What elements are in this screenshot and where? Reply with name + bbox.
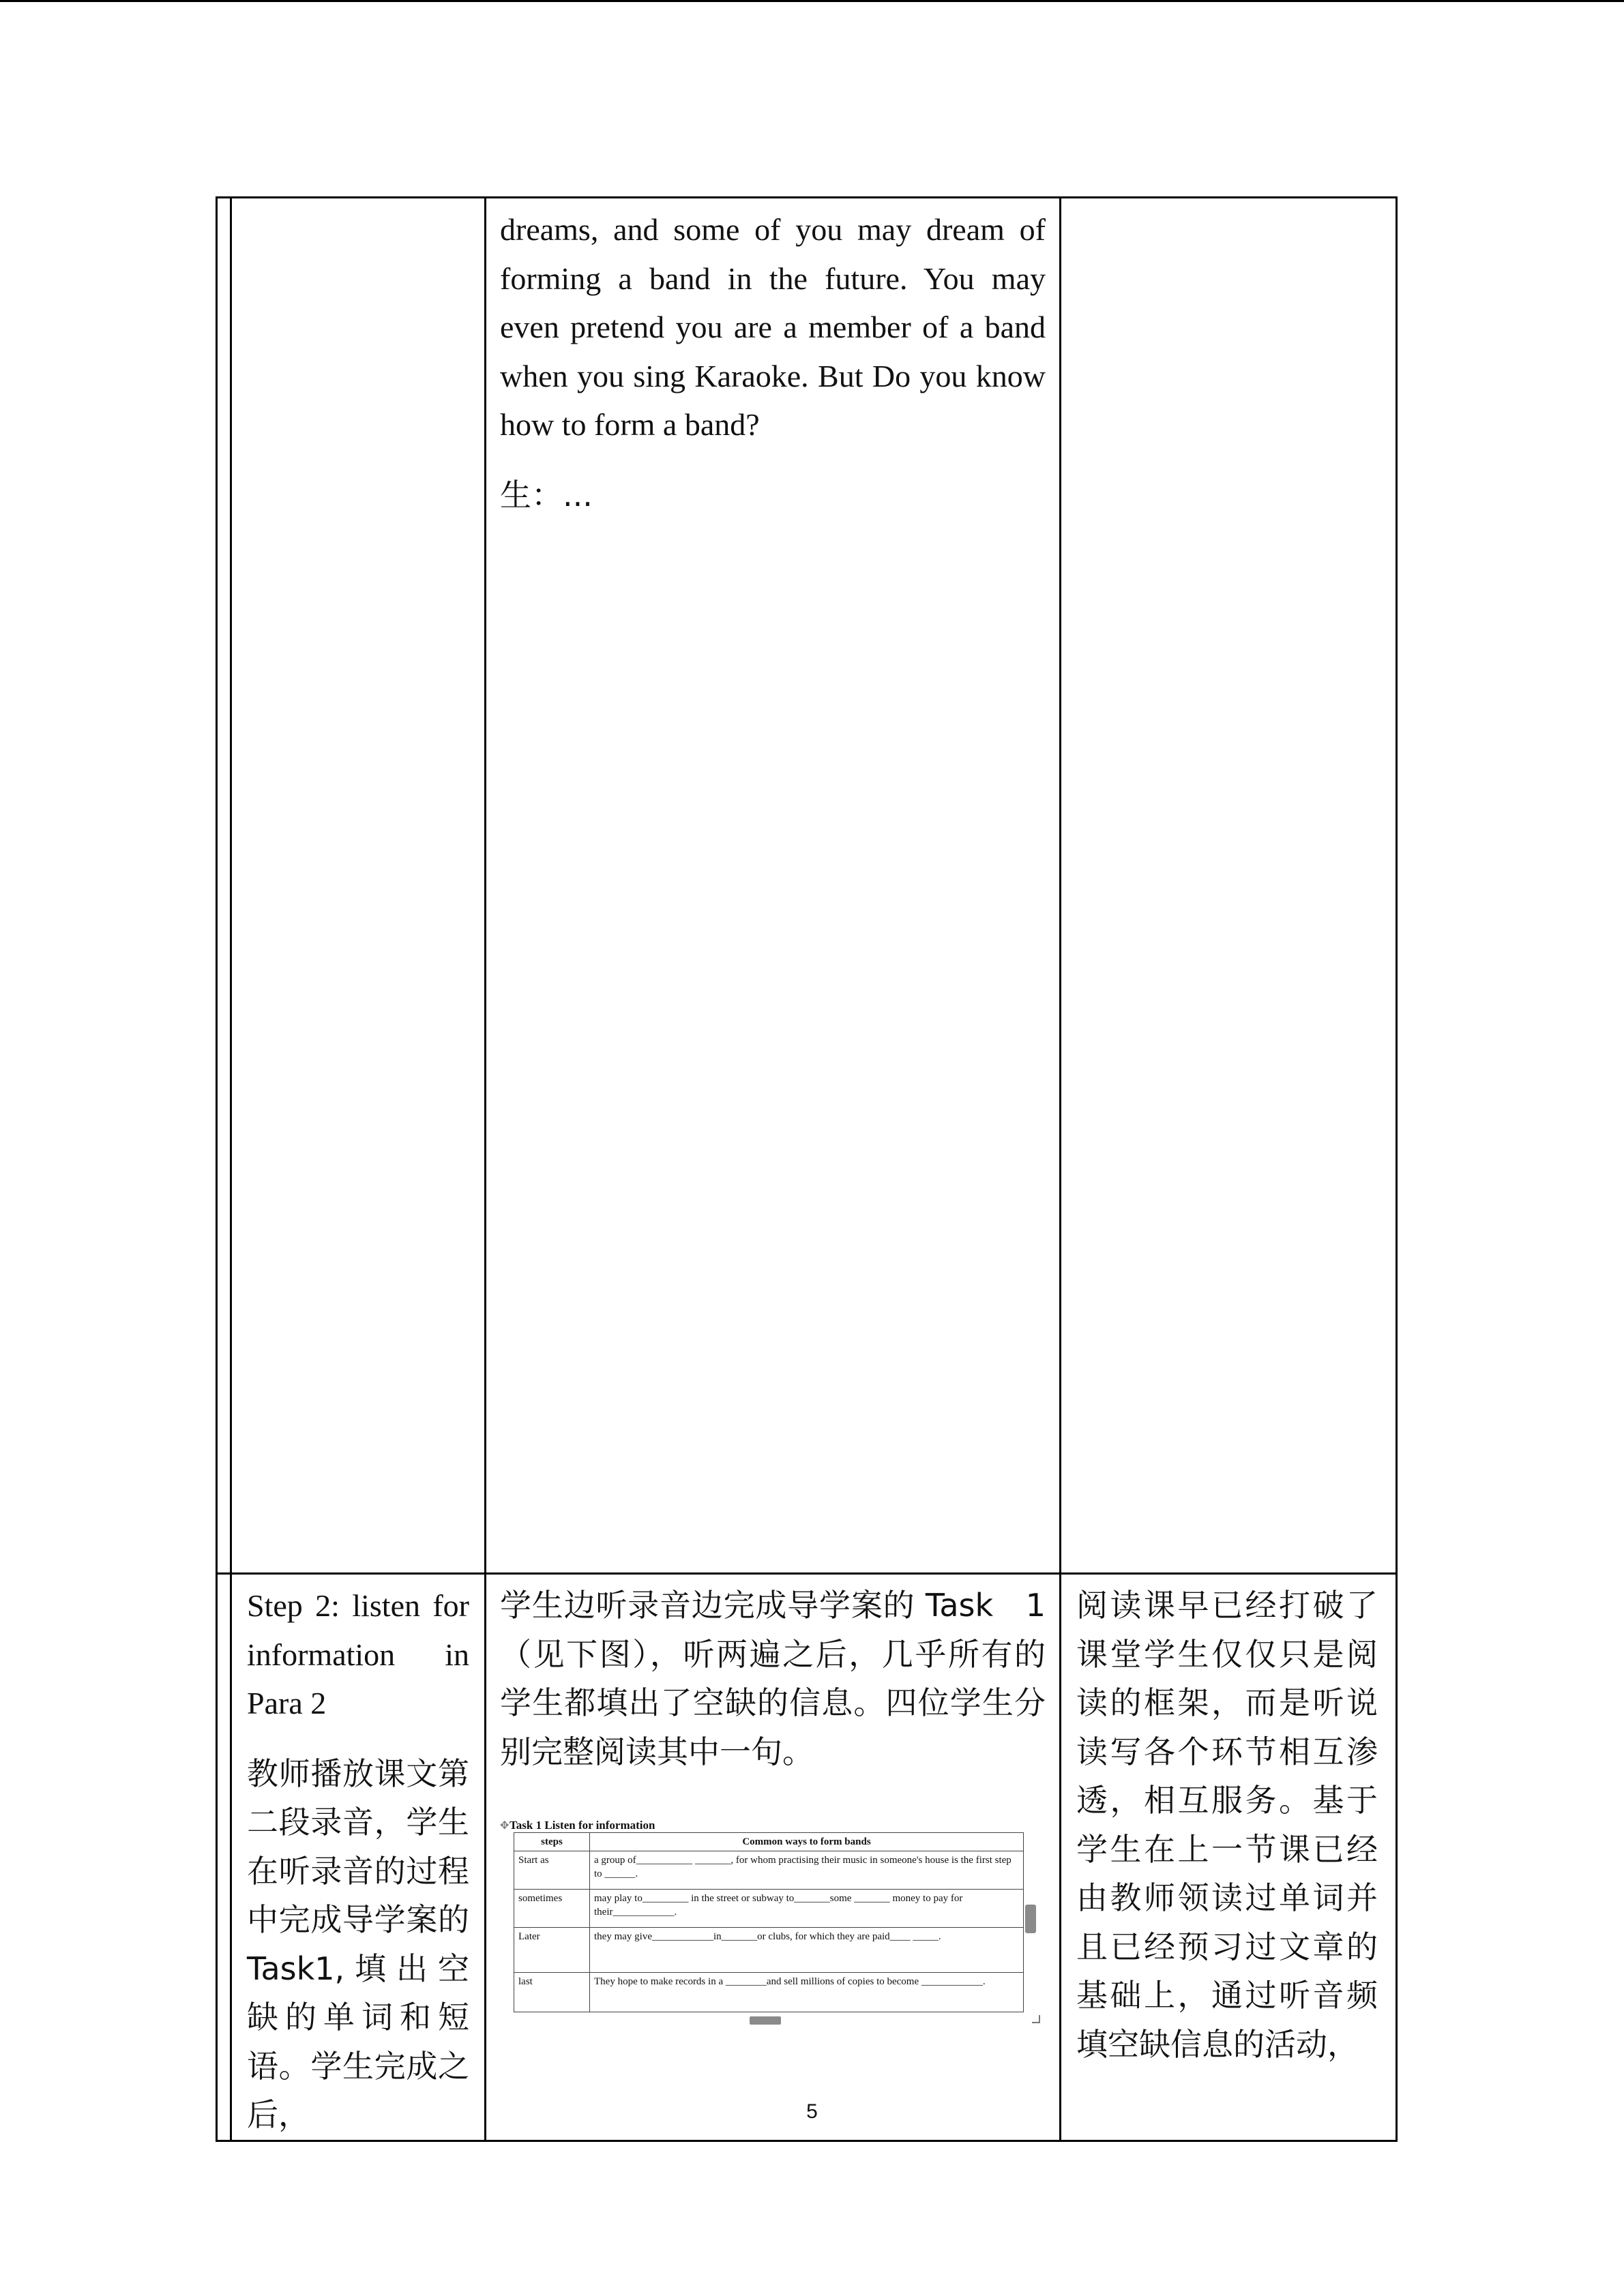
task-header-ways: Common ways to form bands (590, 1833, 1024, 1851)
task-row (514, 1851, 1024, 1890)
page-number: 5 (806, 2100, 818, 2123)
corner-resize-icon (1032, 2015, 1040, 2023)
activity-text: 学生边听录音边完成导学案的 Task 1（见下图），听两遍之后，几乎所有的学生都填出了空缺的信息。四位学生分别完整阅读其中一句。 (500, 1587, 1046, 1770)
student-reply: 生：... (500, 476, 593, 513)
step-cell (231, 1574, 486, 2141)
margin-cell (217, 198, 231, 1574)
resize-handle-icon (750, 2016, 781, 2025)
task-text: They hope to make records in a ________and sell millions of copies to become ____________. (590, 1973, 1024, 2012)
task-title: Task 1 Listen for information (510, 1819, 655, 1832)
task-row (514, 1928, 1024, 1973)
task-step: sometimes (514, 1890, 590, 1928)
activity-cell (486, 1574, 1061, 2141)
rationale-cell (1061, 198, 1397, 1574)
rationale-cell (1061, 1574, 1397, 2141)
task-header-steps: steps (514, 1833, 590, 1851)
task-text: may play to_________ in the street or subway to_______some _______ money to pay for their____________. (590, 1890, 1024, 1928)
top-border-line (0, 0, 1624, 2)
task-row (514, 1973, 1024, 2012)
task-step: last (514, 1973, 590, 2012)
task-step: Start as (514, 1851, 590, 1890)
task-text: they may give____________in_______or clubs, for which they are paid____ _____. (590, 1928, 1024, 1973)
move-handle-icon: ✥ (500, 1820, 510, 1832)
task-text: a group of___________ _______, for whom practising their music in someone's house is the first step to ______. (590, 1851, 1024, 1890)
margin-cell (217, 1574, 231, 2141)
activity-cell (486, 198, 1061, 1574)
lesson-plan-table (216, 196, 1398, 2142)
activity-text: dreams, and some of you may dream of forming a band in the future. You may even pretend you are a member of a band when you sing Karaoke. But Do you know how to form a band? (500, 212, 1046, 442)
rationale-text: 阅读课早已经打破了课堂学生仅仅只是阅读的框架，而是听说读写各个环节相互渗透，相互服务。基于学生在上一节课已经由教师领读过单词并且已经预习过文章的基础上，通过听音频填空缺信息的活动， (1076, 1587, 1378, 2063)
step-title: Step 2: listen for information in Para 2 (247, 1588, 469, 1720)
step-cell (231, 198, 486, 1574)
table-row (217, 1574, 1397, 2141)
task-worksheet-image (500, 1817, 1032, 2022)
table-row (217, 198, 1397, 1574)
resize-handle-icon (1025, 1905, 1036, 1933)
step-description: 教师播放课文第二段录音，学生在听录音的过程中完成导学案的Task1,填出空缺的单词和短语。学生完成之后， (247, 1755, 469, 2133)
task-table (514, 1832, 1024, 2012)
task-step: Later (514, 1928, 590, 1973)
task-row (514, 1890, 1024, 1928)
